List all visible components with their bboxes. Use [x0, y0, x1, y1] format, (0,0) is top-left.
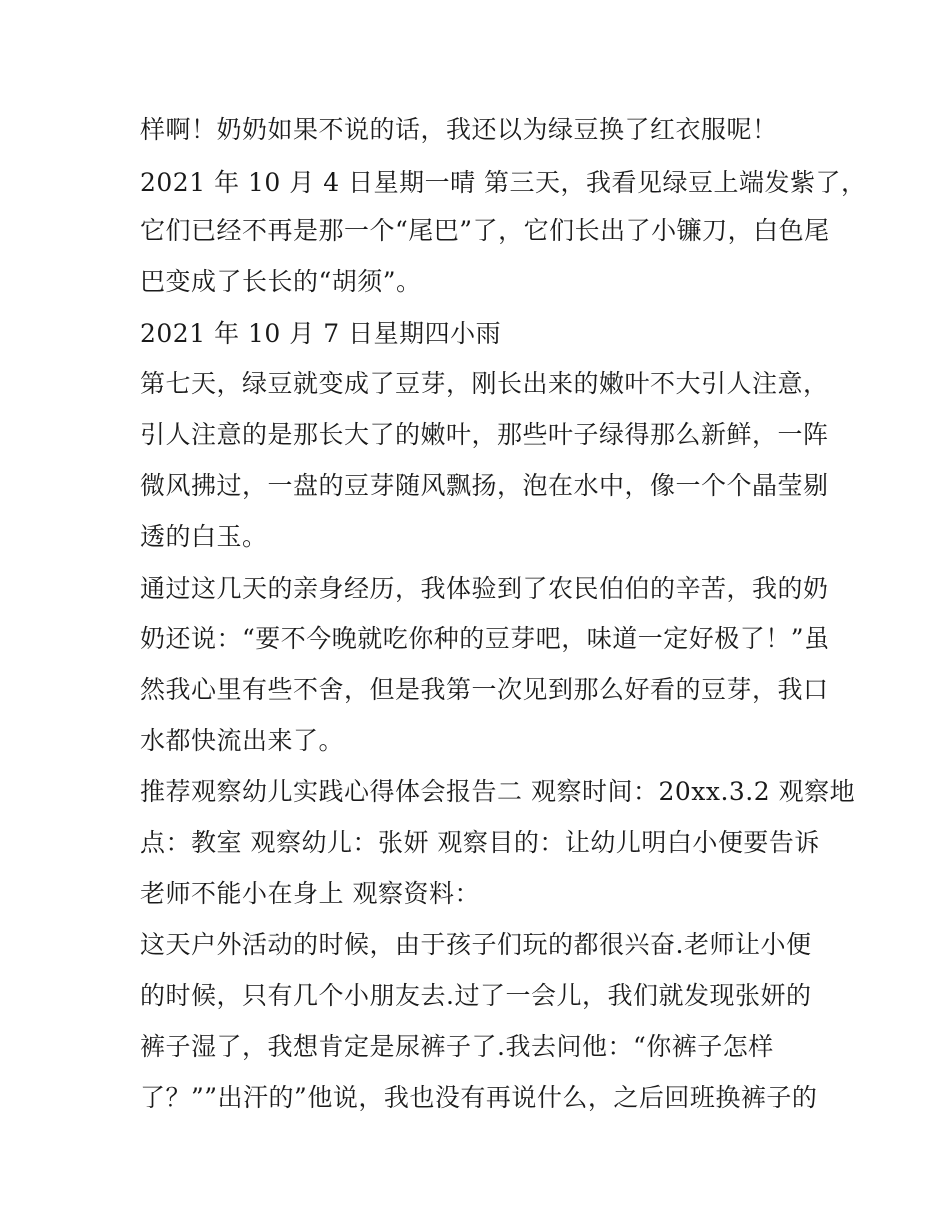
- text-line: 它们已经不再是那一个“尾巴”了，它们长出了小镰刀，白色尾: [140, 216, 830, 245]
- text-line: 2021 年 10 月 7 日星期四小雨: [140, 319, 502, 348]
- text-line: 引人注意的是那长大了的嫩叶，那些叶子绿得那么新鲜，一阵: [140, 420, 829, 449]
- text-line: 的时候，只有几个小朋友去.过了一会儿，我们就发现张妍的: [140, 981, 812, 1010]
- text-line: 巴变成了长长的“胡须”。: [140, 267, 422, 296]
- text-line: 推荐观察幼儿实践心得体会报告二 观察时间：20xx.3.2 观察地: [140, 777, 856, 806]
- text-line: 第七天，绿豆就变成了豆芽，刚长出来的嫩叶不大引人注意，: [140, 369, 829, 398]
- text-line: 2021 年 10 月 4 日星期一晴 第三天，我看见绿豆上端发紫了，: [140, 168, 867, 197]
- text-line: 水都快流出来了。: [140, 726, 345, 755]
- text-line: 样啊！奶奶如果不说的话，我还以为绿豆换了红衣服呢！: [140, 115, 778, 144]
- text-line: 微风拂过，一盘的豆芽随风飘扬，泡在水中，像一个个晶莹剔: [140, 471, 829, 500]
- text-line: 然我心里有些不舍，但是我第一次见到那么好看的豆芽，我口: [140, 675, 829, 704]
- text-line: 透的白玉。: [140, 522, 268, 551]
- text-line: 了？””出汗的”他说，我也没有再说什么，之后回班换裤子的: [140, 1083, 818, 1112]
- text-line: 老师不能小在身上 观察资料：: [140, 879, 480, 908]
- text-line: 裤子湿了，我想肯定是尿裤子了.我去问他：“你裤子怎样: [140, 1032, 774, 1061]
- text-line: 通过这几天的亲身经历，我体验到了农民伯伯的辛苦，我的奶: [140, 574, 829, 603]
- text-line: 点：教室 观察幼儿：张妍 观察目的：让幼儿明白小便要告诉: [140, 828, 820, 857]
- text-line: 奶还说：“要不今晚就吃你种的豆芽吧，味道一定好极了！”虽: [140, 624, 830, 653]
- text-line: 这天户外活动的时候，由于孩子们玩的都很兴奋.老师让小便: [140, 930, 812, 959]
